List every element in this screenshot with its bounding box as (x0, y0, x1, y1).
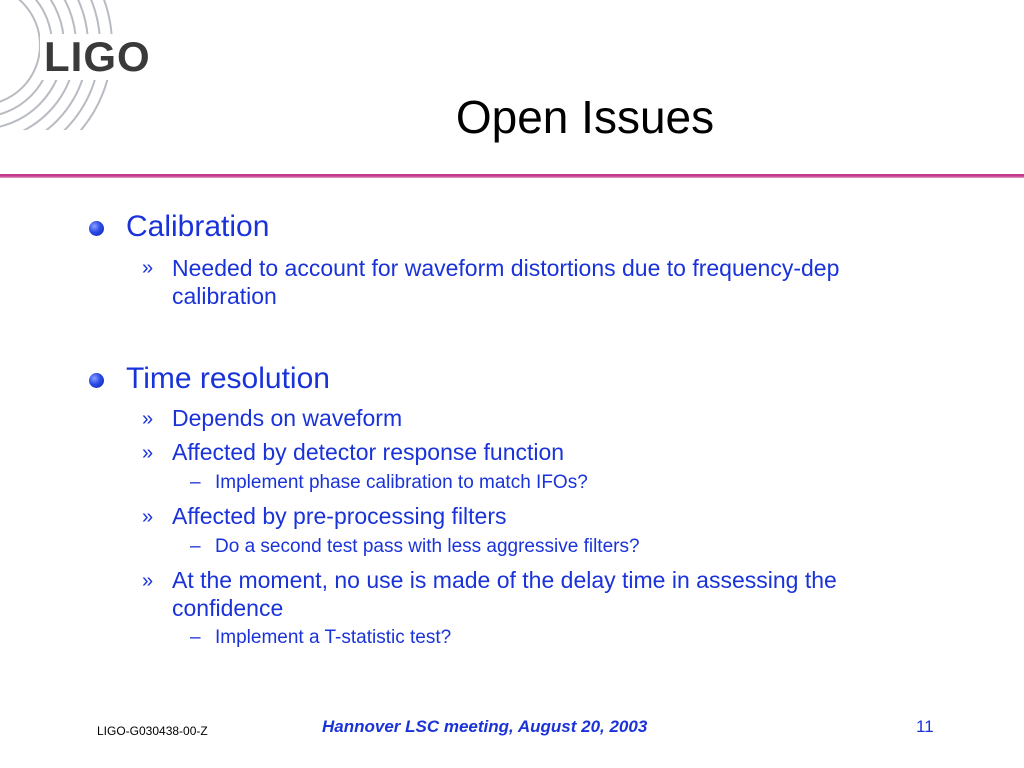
footer-page-number: 11 (916, 717, 934, 736)
sub-bullet-line: At the moment, no use is made of the delay time in assessing the (172, 567, 837, 593)
sub-bullet-text (172, 254, 952, 310)
sub-sub-bullet-marker: – (190, 627, 201, 648)
sub-bullet-marker: » (142, 257, 154, 279)
bullet-time-resolution: Time resolution (126, 362, 330, 395)
ligo-logo-text: LIGO (44, 33, 151, 80)
sub-bullet-text: Affected by detector response function (172, 439, 565, 465)
sub-sub-bullet-text: Implement phase calibration to match IFOs? (215, 472, 588, 493)
sub-bullet-marker: » (142, 506, 154, 528)
slide-title: Open Issues (455, 91, 715, 143)
sub-bullet-text: Affected by pre-processing filters (172, 503, 507, 529)
sub-bullet-text: Depends on waveform (172, 405, 403, 431)
bullet-dot-icon (89, 373, 104, 388)
sub-bullet-line: confidence (172, 595, 284, 621)
sub-sub-bullet-marker: – (190, 472, 201, 493)
sub-sub-bullet-marker: – (190, 536, 201, 557)
bullet-calibration: Calibration (126, 210, 270, 243)
sub-bullet-marker: » (142, 408, 154, 430)
footer-document-id: LIGO-G030438-00-Z (97, 724, 208, 738)
sub-bullet-line: calibration (172, 283, 277, 309)
footer-event: Hannover LSC meeting, August 20, 2003 (322, 717, 648, 736)
sub-sub-bullet-text: Implement a T-statistic test? (215, 627, 452, 648)
sub-bullet-marker: » (142, 442, 154, 464)
sub-bullet-marker: » (142, 570, 154, 592)
bullet-dot-icon (89, 221, 104, 236)
sub-bullet-line: Needed to account for waveform distortions due to frequency-dep (172, 255, 840, 281)
sub-sub-bullet-text: Do a second test pass with less aggressive filters? (215, 536, 640, 557)
sub-bullet-text (172, 566, 952, 622)
